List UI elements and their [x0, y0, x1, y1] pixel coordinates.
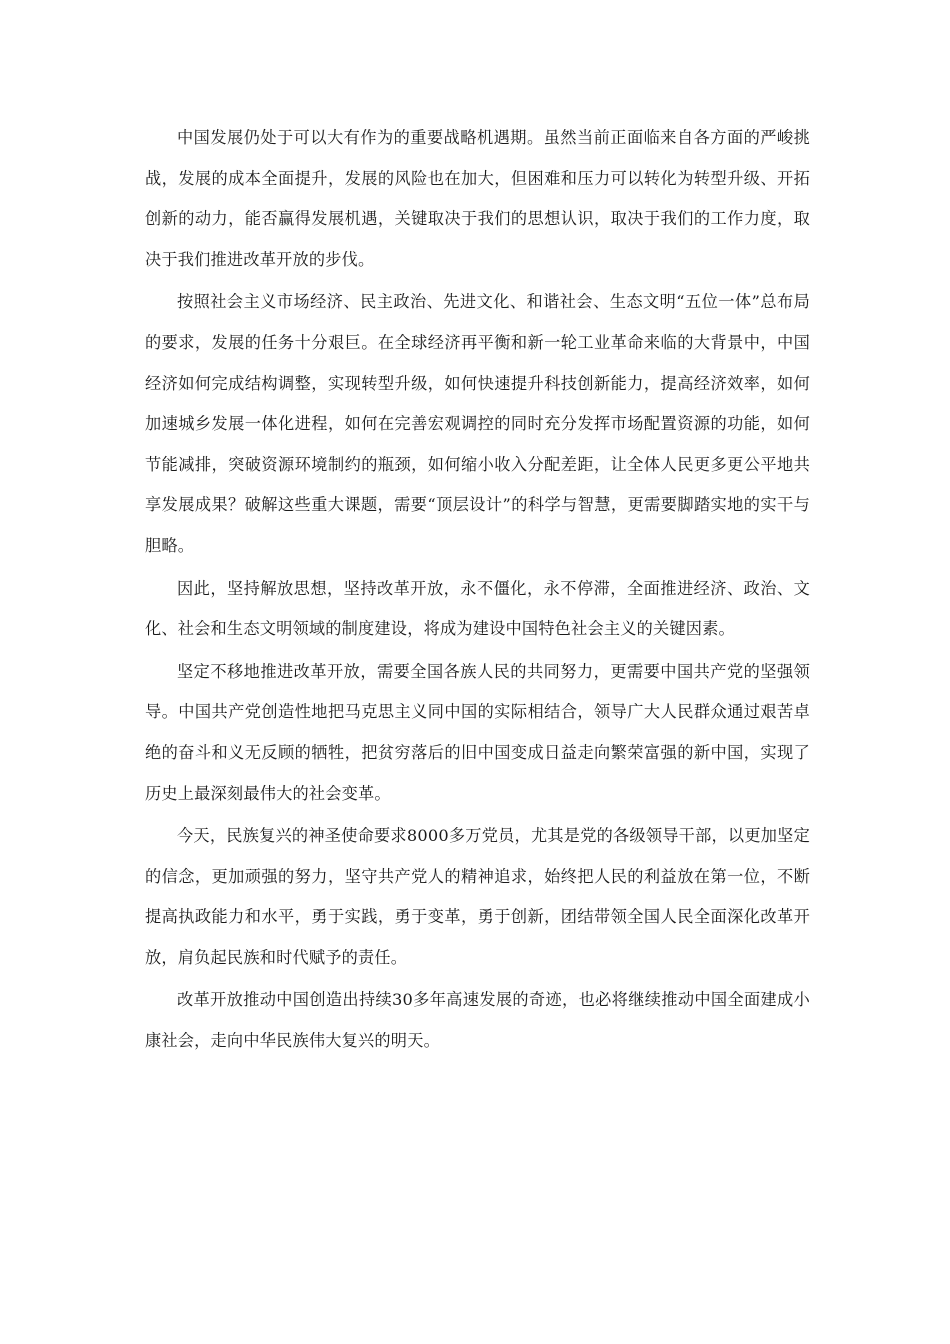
paragraph: 坚定不移地推进改革开放，需要全国各族人民的共同努力，更需要中国共产党的坚强领导。中国共产党创造性地把马克思主义同中国的实际相结合，领导广大人民群众通过艰苦卓绝的奋斗和义无反顾的牺牲，把贫穷落后的旧中国变成日益走向繁荣富强的新中国，实现了历史上最深刻最伟大的社会变革。	[145, 661, 810, 803]
paragraph: 因此，坚持解放思想，坚持改革开放，永不僵化，永不停滞，全面推进经济、政治、文化、社会和生态文明领域的制度建设，将成为建设中国特色社会主义的关键因素。	[145, 578, 810, 639]
paragraph: 今天，民族复兴的神圣使命要求8000多万党员，尤其是党的各级领导干部，以更加坚定的信念，更加顽强的努力，坚守共产党人的精神追求，始终把人民的利益放在第一位，不断提高执政能力和水平，勇于实践，勇于变革，勇于创新，团结带领全国人民全面深化改革开放，肩负起民族和时代赋予的责任。	[145, 826, 810, 967]
paragraph: 改革开放推动中国创造出持续30多年高速发展的奇迹，也必将继续推动中国全面建成小康社会，走向中华民族伟大复兴的明天。	[145, 990, 810, 1051]
paragraph: 中国发展仍处于可以大有作为的重要战略机遇期。虽然当前正面临来自各方面的严峻挑战，发展的成本全面提升，发展的风险也在加大，但困难和压力可以转化为转型升级、开拓创新的动力，能否赢得发展机遇，关键取决于我们的思想认识，取决于我们的工作力度，取决于我们推进改革开放的步伐。	[145, 128, 810, 269]
document-body	[145, 118, 810, 1064]
paragraph: 按照社会主义市场经济、民主政治、先进文化、和谐社会、生态文明“五位一体”总布局的要求，发展的任务十分艰巨。在全球经济再平衡和新一轮工业革命来临的大背景中，中国经济如何完成结构调整，实现转型升级，如何快速提升科技创新能力，提高经济效率，如何加速城乡发展一体化进程，如何在完善宏观调控的同时充分发挥市场配置资源的功能，如何节能减排，突破资源环境制约的瓶颈，如何缩小收入分配差距，让全体人民更多更公平地共享发展成果？破解这些重大课题，需要“顶层设计”的科学与智慧，更需要脚踏实地的实干与胆略。	[145, 292, 810, 555]
